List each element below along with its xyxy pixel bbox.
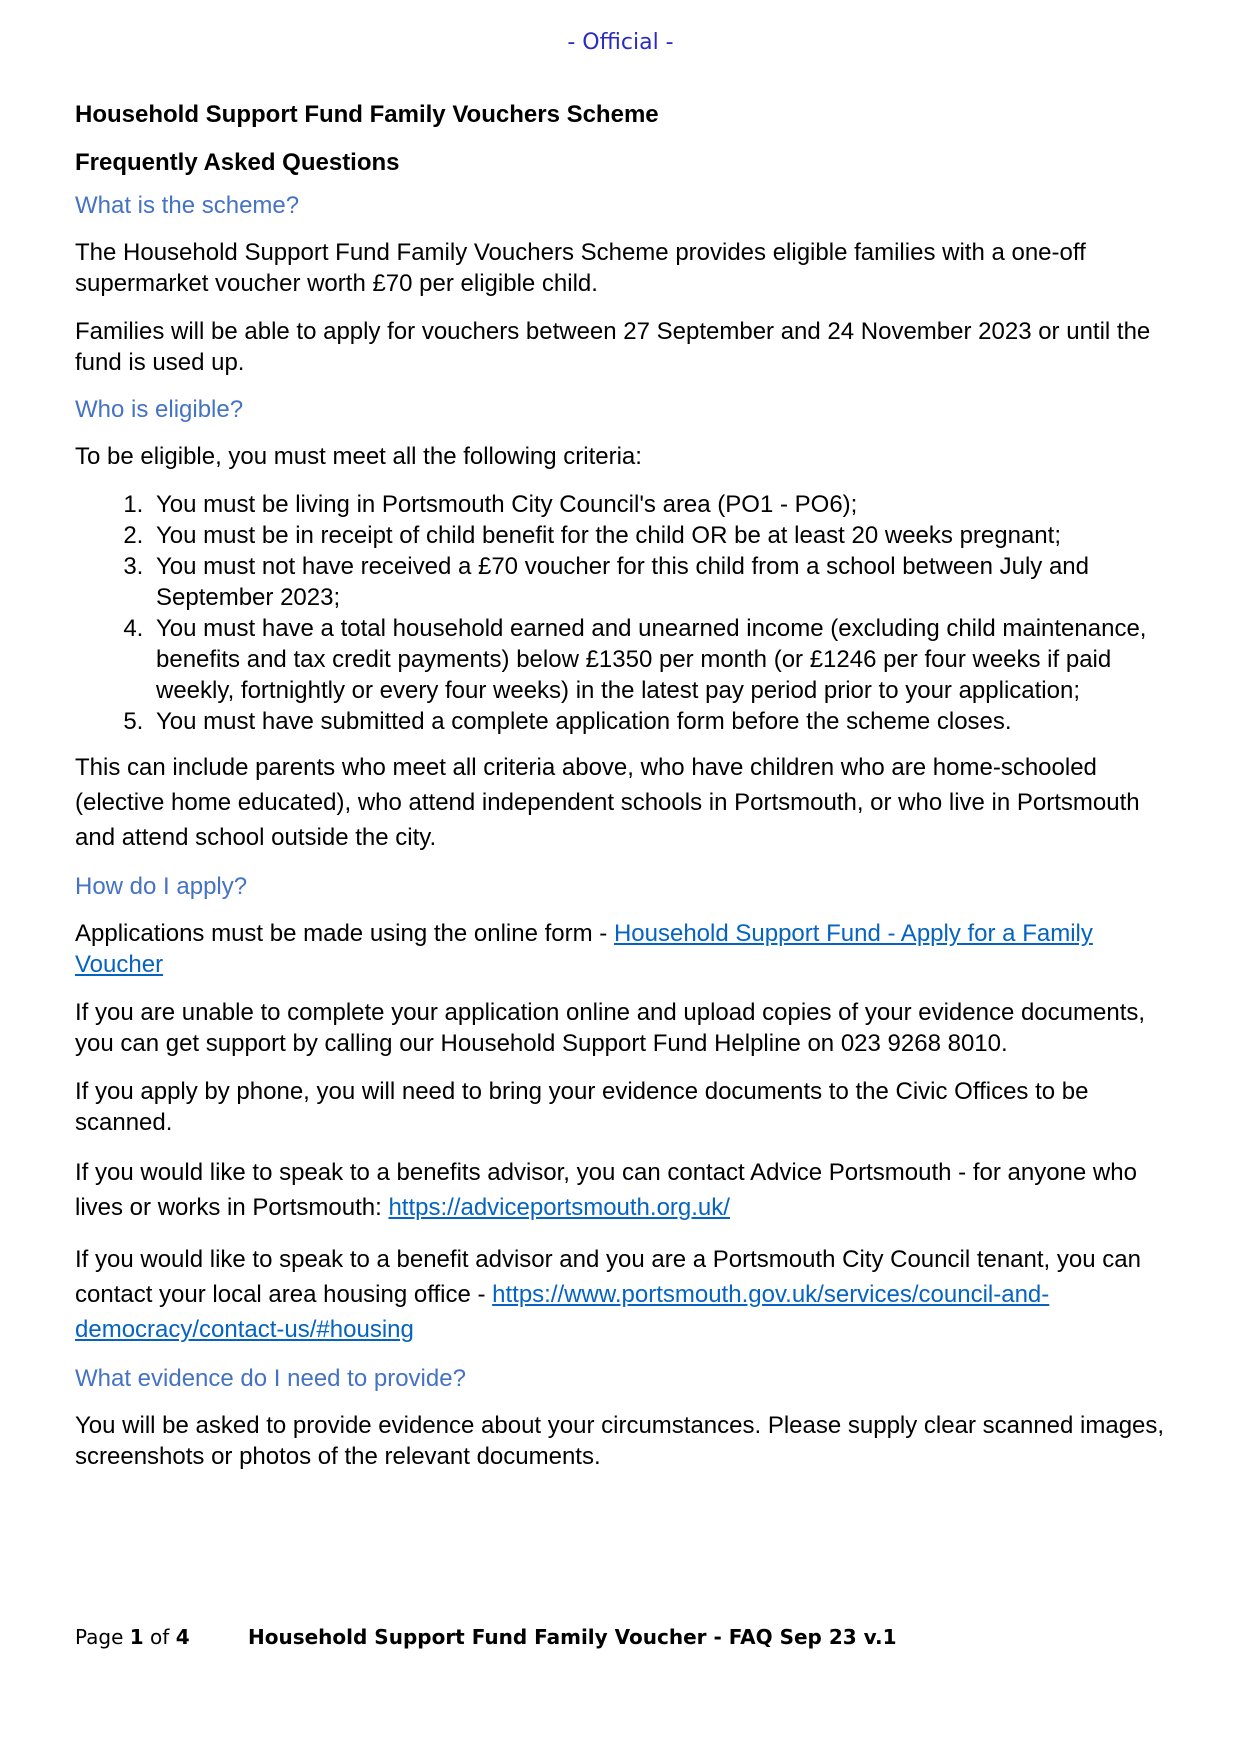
- document-title: Household Support Fund Family Vouchers Scheme: [75, 101, 659, 128]
- footer-document-title: Household Support Fund Family Voucher - FAQ Sep 23 v.1: [248, 1625, 897, 1649]
- apply-paragraph-4: [75, 1155, 1167, 1225]
- apply-paragraph-5: [75, 1242, 1167, 1347]
- advisor-text: If you would like to speak to a benefits advisor, you can contact Advice Portsmouth - for anyone who lives or works in Portsmouth:: [75, 1159, 1137, 1221]
- criteria-item: 5. You must have submitted a complete application form before the scheme closes.: [150, 706, 1167, 737]
- eligible-note: This can include parents who meet all criteria above, who have children who are home-schooled (elective home educated), who attend independent schools in Portsmouth, or who live in Portsmouth and attend school outside the city.: [75, 754, 1140, 851]
- apply-paragraph-1: [75, 918, 1167, 980]
- apply-paragraph-3: If you apply by phone, you will need to bring your evidence documents to the Civic Offices to be scanned.: [75, 1078, 1089, 1136]
- document-body: [75, 100, 1167, 1489]
- criteria-item: 2. You must be in receipt of child benefit for the child OR be at least 20 weeks pregnant;: [150, 520, 1167, 551]
- scheme-paragraph-2: Families will be able to apply for vouchers between 27 September and 24 November 2023 or until the fund is used up.: [75, 318, 1151, 376]
- criteria-item: 4. You must have a total household earned and unearned income (excluding child maintenance, benefits and tax credit payments) below £1350 per month (or £1246 per four weeks if paid weekly, fortnightly or every four weeks) in the latest pay period prior to your application;: [150, 613, 1167, 706]
- tenant-text: If you would like to speak to a benefit advisor and you are a Portsmouth City Council tenant, you can contact your local area housing office -: [75, 1246, 1141, 1308]
- classification-header: - Official -: [567, 30, 674, 55]
- eligible-intro: To be eligible, you must meet all the following criteria:: [75, 443, 642, 470]
- apply-form-link[interactable]: Household Support Fund - Apply for a Family Voucher: [75, 920, 1093, 978]
- apply-paragraph-2: If you are unable to complete your application online and upload copies of your evidence documents, you can get support by calling our Household Support Fund Helpline on 023 9268 8010.: [75, 999, 1146, 1057]
- criteria-list: [75, 489, 1167, 737]
- document-subtitle: Frequently Asked Questions: [75, 149, 400, 176]
- section-heading-apply: How do I apply?: [75, 873, 248, 900]
- section-heading-scheme: What is the scheme?: [75, 192, 300, 219]
- page-number: [75, 1625, 248, 1649]
- of-word: of: [143, 1625, 176, 1649]
- evidence-paragraph-1: You will be asked to provide evidence about your circumstances. Please supply clear scanned images, screenshots or photos of the relevant documents.: [75, 1412, 1165, 1470]
- section-heading-eligible: Who is eligible?: [75, 396, 244, 423]
- page-total: 4: [175, 1625, 190, 1649]
- housing-office-link[interactable]: https://www.portsmouth.gov.uk/services/council-and-democracy/contact-us/#housing: [75, 1281, 1050, 1343]
- scheme-paragraph-1: The Household Support Fund Family Vouchers Scheme provides eligible families with a one-off supermarket voucher worth £70 per eligible child.: [75, 239, 1086, 297]
- page-current: 1: [129, 1625, 144, 1649]
- page-footer: [75, 1625, 897, 1649]
- section-heading-evidence: What evidence do I need to provide?: [75, 1365, 466, 1392]
- criteria-item: 1. You must be living in Portsmouth City Council's area (PO1 - PO6);: [150, 489, 1167, 520]
- apply-text: Applications must be made using the online form -: [75, 920, 614, 947]
- page-word: Page: [75, 1625, 130, 1649]
- criteria-item: 3. You must not have received a £70 voucher for this child from a school between July and September 2023;: [150, 551, 1167, 613]
- advice-portsmouth-link[interactable]: https://adviceportsmouth.org.uk/: [388, 1194, 730, 1221]
